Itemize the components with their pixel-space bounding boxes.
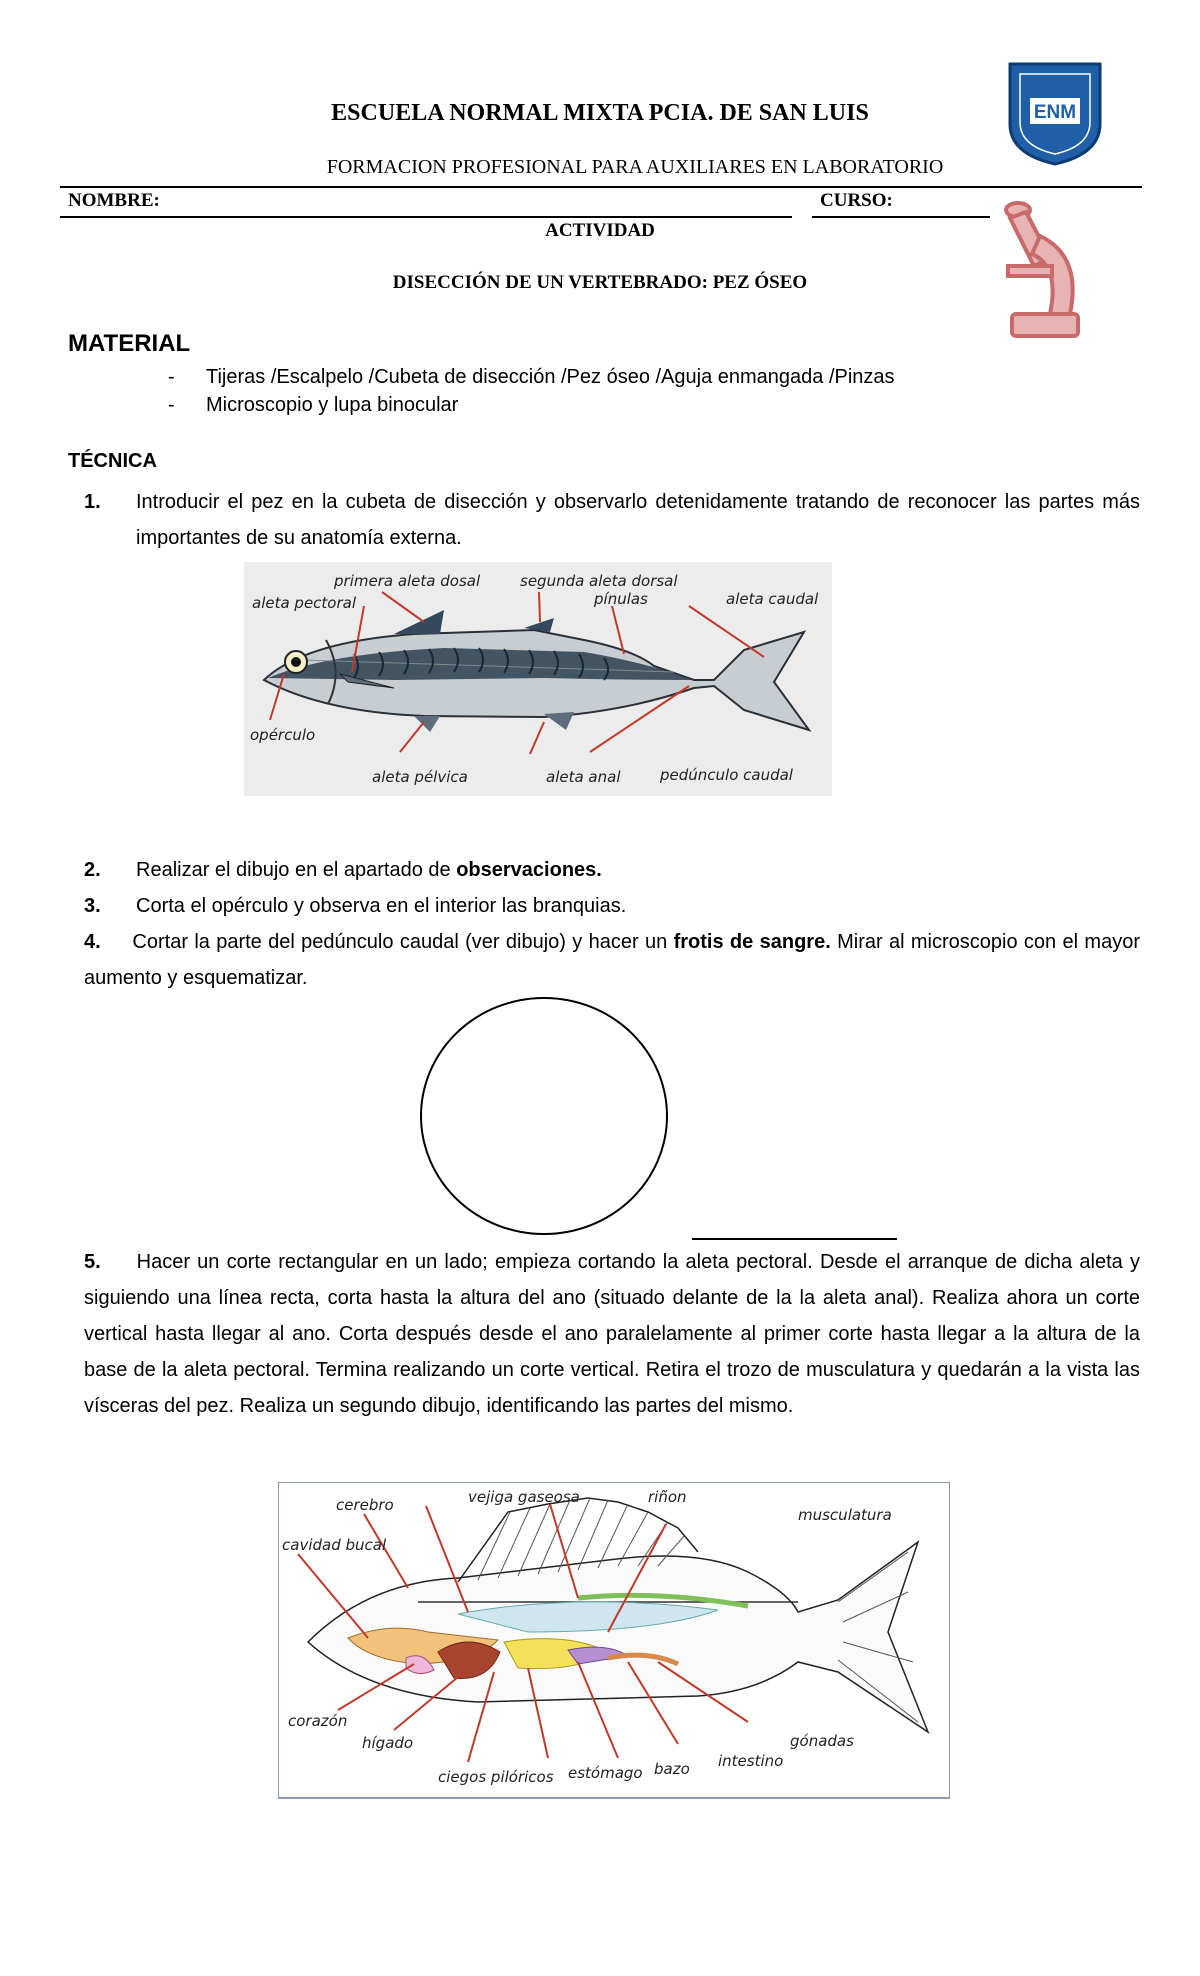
step-3: 3. Corta el opérculo y observa en el interior las branquias. — [84, 895, 627, 917]
step-5: 5. Hacer un corte rectangular en un lado; empieza cortando la aleta pectoral. Desde el arranque de dicha aleta y siguiendo una línea recta, corta hasta la altura del ano (situado delante de la la aleta anal). Realiza ahora un corte vertical hasta llegar al ano. Corta después desde el ano paralelamente al primer corte hasta llegar a la altura de la base de la aleta pectoral. Termina realizando un corte vertical. Retira el trozo de musculatura y quedarán a la vista las vísceras del pez. Realiza un segundo dibujo, identificando las partes del mismo. — [84, 1251, 1140, 1417]
course-subtitle: FORMACION PROFESIONAL PARA AUXILIARES EN LABORATORIO — [326, 156, 944, 178]
step-4: 4. Cortar la parte del pedúnculo caudal (ver dibujo) y hacer un frotis de sangre. Mirar al microscopio con el mayor aumento y esquematizar. — [84, 931, 1140, 989]
school-name: ESCUELA NORMAL MIXTA PCIA. DE SAN LUIS — [331, 100, 869, 126]
internal-fish-diagram — [278, 1482, 950, 1800]
material-heading: MATERIAL — [68, 330, 191, 357]
external-fish-diagram — [244, 562, 832, 796]
label-gonadas: gónadas — [790, 1732, 854, 1750]
step-2: 2. Realizar el dibujo en el apartado de observaciones. — [84, 859, 602, 881]
microscope-icon — [990, 196, 1090, 346]
label-rinon: riñon — [648, 1488, 687, 1506]
header-divider — [60, 186, 1142, 188]
label-higado: hígado — [362, 1734, 414, 1752]
label-aleta-caudal: aleta caudal — [726, 590, 819, 608]
nombre-label: NOMBRE: — [68, 190, 160, 211]
label-estomago: estómago — [568, 1764, 643, 1782]
label-corazon: corazón — [288, 1712, 348, 1730]
activity-title: DISECCIÓN DE UN VERTEBRADO: PEZ ÓSEO — [392, 272, 808, 293]
label-ciegos-piloricos: ciegos pilóricos — [438, 1768, 554, 1786]
label-primera-aleta-dorsal: primera aleta dosal — [334, 572, 481, 590]
mackerel-drawing — [264, 610, 809, 732]
label-vejiga-gaseosa: vejiga gaseosa — [468, 1488, 580, 1506]
label-aleta-pectoral: aleta pectoral — [252, 594, 357, 612]
logo-text: ENM — [1033, 102, 1077, 123]
nombre-field[interactable] — [60, 216, 792, 218]
label-cavidad-bucal: cavidad bucal — [282, 1536, 387, 1554]
tecnica-heading: TÉCNICA — [68, 450, 157, 472]
curso-field[interactable] — [812, 216, 990, 218]
label-bazo: bazo — [654, 1760, 690, 1778]
label-operculo: opérculo — [250, 726, 316, 744]
school-logo — [1002, 54, 1108, 168]
activity-label: ACTIVIDAD — [545, 220, 655, 241]
label-pinulas: pínulas — [594, 590, 648, 608]
curso-label: CURSO: — [820, 190, 893, 211]
label-aleta-anal: aleta anal — [546, 768, 621, 786]
label-musculatura: musculatura — [798, 1506, 892, 1524]
label-cerebro: cerebro — [336, 1496, 394, 1514]
label-aleta-pelvica: aleta pélvica — [372, 768, 468, 786]
label-pedunculo-caudal: pedúnculo caudal — [660, 766, 793, 784]
label-intestino: intestino — [718, 1752, 784, 1770]
label-segunda-aleta-dorsal: segunda aleta dorsal — [520, 572, 678, 590]
microscope-observation-circle[interactable] — [420, 997, 668, 1235]
step-1: 1. Introducir el pez en la cubeta de disección y observarlo detenidamente tratando de reconocer las partes más importantes de su anatomía externa. — [84, 491, 1140, 549]
drawing-caption-line[interactable] — [692, 1238, 897, 1240]
